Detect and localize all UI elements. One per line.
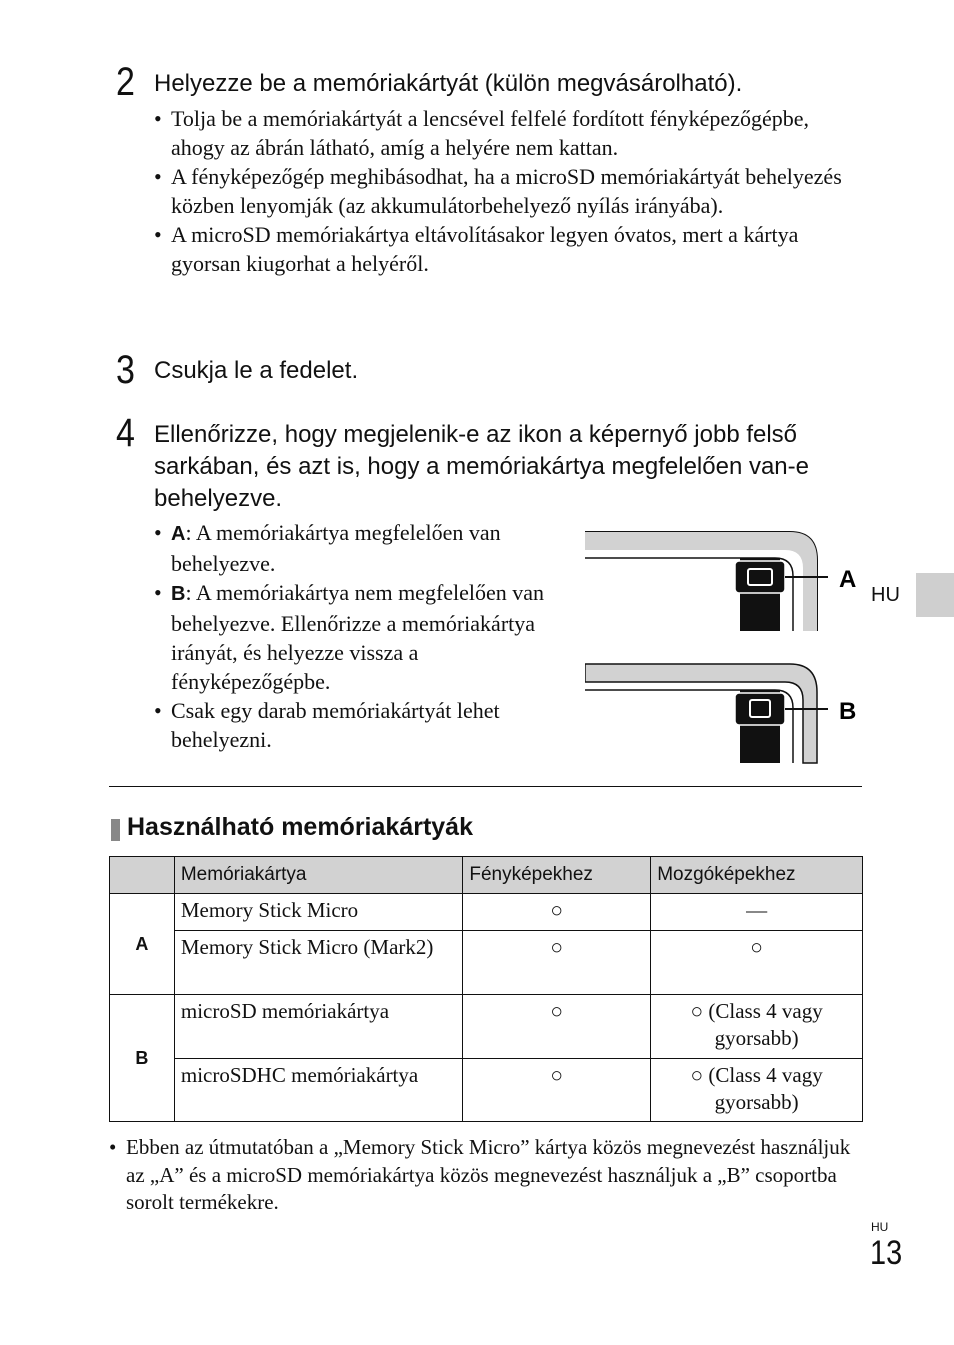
step-title: Ellenőrizze, hogy megjelenik-e az ikon a képernyő jobb felső sarkában, és azt is, hogy a memóriakártya megfelelően van-e behelyezve. (154, 421, 809, 512)
table-row (110, 931, 863, 995)
side-tab (916, 573, 954, 617)
group-label: B (110, 995, 175, 1122)
screen-illustration (585, 528, 875, 768)
bullet: • A microSD memóriakártya eltávolításakor legyen óvatos, mert a kártya gyorsan kiugorhat a helyéről. (154, 220, 844, 278)
group-label: A (110, 894, 175, 995)
key: B (171, 583, 186, 605)
bullet: • Csak egy darab memóriakártyát lehet behelyezni. (154, 696, 559, 754)
footnote-text: • Ebben az útmutatóban a „Memory Stick Micro” kártya közös megnevezést használjuk az „A” és a microSD memóriakártya közös megnevezést használjuk a „B” csoportba sorolt termékekre. (109, 1134, 864, 1217)
step-title: Csukja le a fedelet. (154, 357, 359, 384)
bullet (154, 578, 559, 696)
step-number: 3 (116, 348, 135, 392)
header-cell: Mozgóképekhez (651, 857, 863, 894)
cell: ○ (Class 4 vagy gyorsabb) (651, 995, 863, 1059)
table-row (110, 894, 863, 931)
label-b: B (839, 698, 857, 725)
cell: microSD memóriakártya (174, 995, 463, 1059)
bullet: • A fényképezőgép meghibásodhat, ha a microSD memóriakártyát behelyezés közben lenyomják (az akkumulátorbehelyező nyílás irányába). (154, 162, 844, 220)
step-number: 2 (116, 60, 135, 104)
table-header (110, 857, 863, 894)
label-a: A (839, 566, 857, 593)
header-cell (110, 857, 175, 894)
screen-corner-a (585, 532, 828, 631)
page-lang: HU (871, 1220, 889, 1234)
section-marker (111, 819, 120, 841)
step-title: Helyezze be a memóriakártyát (külön megvásárolható). (154, 70, 743, 97)
cell: microSDHC memóriakártya (174, 1059, 463, 1122)
bullet: • Tolja be a memóriakártyát a lencsével felfelé fordított fényképezőgépbe, ahogy az ábrán látható, amíg a helyére nem kattan. (154, 104, 844, 162)
page-number: 13 (870, 1234, 903, 1272)
cell: Memory Stick Micro (174, 894, 463, 931)
table-row (110, 1059, 863, 1122)
memory-card-table (109, 856, 863, 1122)
cell: ○ (463, 1059, 651, 1122)
section-title: Használható memóriakártyák (127, 813, 473, 841)
header-cell: Fényképekhez (463, 857, 651, 894)
key: A (171, 523, 186, 545)
header-cell: Memóriakártya (174, 857, 463, 894)
cell: ○ (463, 995, 651, 1059)
text: : A memóriakártya megfelelően van behelyezve. (171, 520, 501, 576)
text: : A memóriakártya nem megfelelően van behelyezve. Ellenőrizze a memóriakártya irányát, és helyezze vissza a fényképezőgépbe. (171, 580, 545, 694)
screen-corner-b (585, 664, 828, 763)
cell: ○ (463, 931, 651, 995)
bullet-list (154, 104, 844, 278)
side-tab-label: HU (871, 584, 900, 606)
cell: ○ (Class 4 vagy gyorsabb) (651, 1059, 863, 1122)
divider (109, 786, 862, 787)
footnote (109, 1134, 864, 1217)
cell: ○ (651, 931, 863, 995)
bullet (154, 518, 559, 578)
cell: — (651, 894, 863, 931)
table-row (110, 995, 863, 1059)
cell: ○ (463, 894, 651, 931)
cell: Memory Stick Micro (Mark2) (174, 931, 463, 995)
step-number: 4 (116, 411, 135, 455)
bullet-list (154, 518, 559, 754)
